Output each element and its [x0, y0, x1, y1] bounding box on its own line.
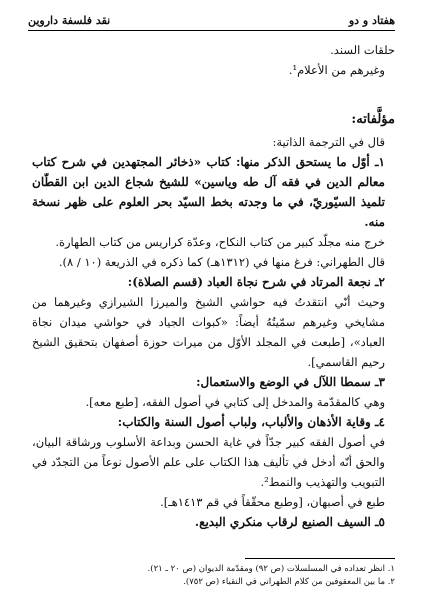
- body-text: [32, 40, 395, 532]
- paragraph: قال الطهراني: فرغ منها في (١٣١٢هـ) كما ذكره في الذريعة (١٠ / ٨).: [58, 255, 385, 269]
- footnote: ١. انظر تعداده في المسلسلات (ص ٩٢) ومقدّمة الديوان (ص ٢٠ ـ ٢١).: [147, 564, 395, 574]
- item-title: ٤ـ وقاية الأذهان والألباب، ولباب أصول السنة والكتاب:: [117, 415, 385, 429]
- paragraph: قال في الترجمة الذاتية:: [272, 135, 385, 149]
- header-left: نقد فلسفة داروين: [28, 13, 111, 27]
- paragraph: طبع في أصبهان، [وطبع محقّقاً في قم ١٤١٣هـ].: [160, 495, 385, 509]
- item-title: ٣ـ سمطا اللآل في الوضع والاستعمال:: [196, 375, 385, 389]
- paragraph: وغيرهم من الأعلام¹.: [288, 63, 385, 77]
- item-title: ٥ـ السيف الصنيع لرقاب منكري البديع.: [194, 515, 385, 529]
- section-title: مؤلَّفاته:: [351, 112, 395, 127]
- paragraph: حلقات السند.: [330, 43, 395, 57]
- footnote-rule: [245, 558, 395, 559]
- item-title: ٢ـ نجعة المرتاد في شرح نجاة العباد (قسم الصلاة):: [127, 275, 385, 289]
- paragraph: وحيث أنّي انتقدتُ فيه حواشي الشيخ والميرزا الشيرازي وغيرهما من مشايخي وغيرهم سمّيتُهُ أيضاً: «كبوات الجياد في حواشي ميدان نجاة العباد»، [طبعت في المجلد الأوّل من ميرات حوزة أصفهان بتحقيق الشيخ رحيم القاسمي].: [32, 295, 385, 369]
- footnotes: [28, 563, 395, 589]
- header-rule: [28, 30, 395, 31]
- paragraph: خرج منه مجلّد كبير من كتاب النكاح، وعدّة كراريس من كتاب الطهارة.: [55, 235, 385, 249]
- footnote: ٢. ما بين المعقوفين من كلام الطهراني في النقباء (ص ٧٥٢).: [183, 577, 395, 587]
- paragraph: وهي كالمقدّمة والمدخل إلى كتابي في أصول الفقه، [طبع معه].: [85, 395, 385, 409]
- header-right: هفتاد و دو: [348, 13, 395, 27]
- paragraph: في أصول الفقه كبير جدّاً في غاية الحسن وبداعة الأسلوب ورشاقة البيان، والحق أنّه أدخل في تأليف هذا الكتاب على علم الأصول نوعاً من التجدّد في التبويب والتهذيب والنمط².: [32, 435, 385, 489]
- item-title: ١ـ أوّل ما يستحق الذكر منها: كتاب «ذخائر المجتهدين في شرح كتاب معالم الدين في فقه آل طه وياسين» للشيخ شجاع الدين ابن القطّان تلميذ السيّوريّ، في ما وجدته بخط السيّد بحر العلوم على ظهر نسخة منه.: [32, 155, 385, 229]
- running-header: [28, 10, 395, 30]
